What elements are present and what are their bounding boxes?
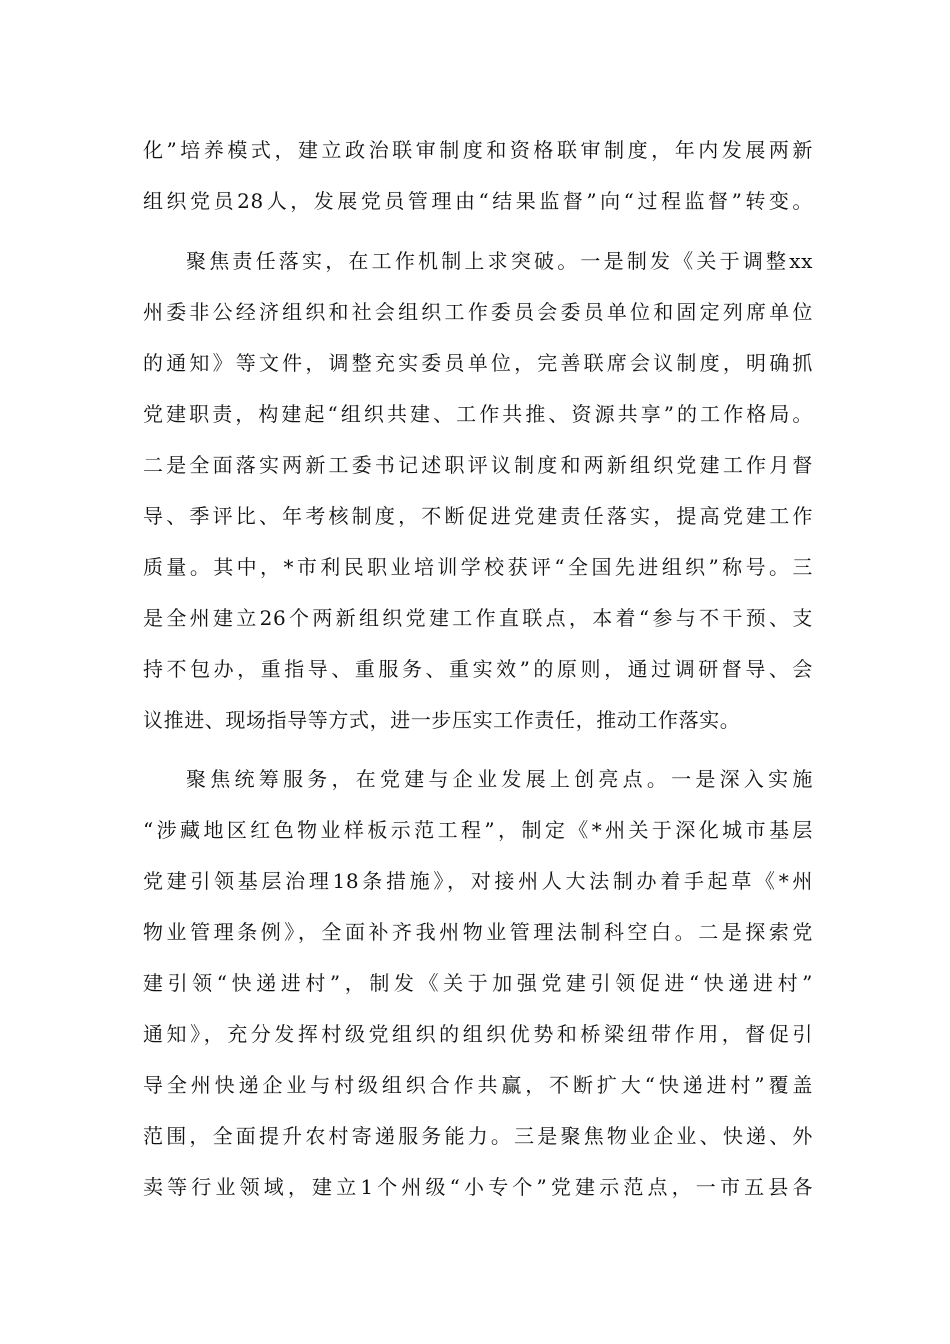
text-line-18: 通知》，充分发挥村级党组织的组织优势和桥梁纽带作用，督促引: [143, 1022, 813, 1046]
paragraph-3-first-line: 聚焦统筹服务，在党建与企业发展上创亮点。一是深入实施: [186, 767, 813, 791]
text-line-9: 质量。其中，*市利民职业培训学校获评“全国先进组织”称号。三: [143, 555, 813, 579]
text-line-2: 组织党员28人，发展党员管理由“结果监督”向“过程监督”转变。: [143, 189, 813, 213]
text-line-14: “涉藏地区红色物业样板示范工程”，制定《*州关于深化城市基层: [143, 818, 813, 842]
text-line-15: 党建引领基层治理18条措施》，对接州人大法制办着手起草《*州: [143, 869, 813, 893]
text-line-7: 二是全面落实两新工委书记述职评议制度和两新组织党建工作月督: [143, 453, 813, 477]
paragraph-2-last-line: 议推进、现场指导等方式，进一步压实工作责任，推动工作落实。: [143, 708, 741, 732]
text-line-10: 是全州建立26个两新组织党建工作直联点，本着“参与不干预、支: [143, 606, 813, 630]
text-line-11: 持不包办，重指导、重服务、重实效”的原则，通过调研督导、会: [143, 657, 813, 681]
text-line-5: 的通知》等文件，调整充实委员单位，完善联席会议制度，明确抓: [143, 351, 813, 375]
text-line-8: 导、季评比、年考核制度，不断促进党建责任落实，提高党建工作: [143, 504, 813, 528]
text-line-17: 建引领“快递进村”，制发《关于加强党建引领促进“快递进村”: [143, 971, 813, 995]
text-line-19: 导全州快递企业与村级组织合作共赢，不断扩大“快递进村”覆盖: [143, 1073, 813, 1097]
text-line-4: 州委非公经济组织和社会组织工作委员会委员单位和固定列席单位: [143, 300, 813, 324]
text-line-1: 化”培养模式，建立政治联审制度和资格联审制度，年内发展两新: [143, 138, 813, 162]
text-line-16: 物业管理条例》，全面补齐我州物业管理法制科空白。二是探索党: [143, 920, 813, 944]
text-line-6: 党建职责，构建起“组织共建、工作共推、资源共享”的工作格局。: [143, 402, 813, 426]
paragraph-2-first-line: 聚焦责任落实，在工作机制上求突破。一是制发《关于调整xx: [186, 249, 813, 273]
text-line-20: 范围，全面提升农村寄递服务能力。三是聚焦物业企业、快递、外: [143, 1124, 813, 1148]
text-line-21: 卖等行业领域，建立1个州级“小专个”党建示范点，一市五县各: [143, 1175, 813, 1199]
